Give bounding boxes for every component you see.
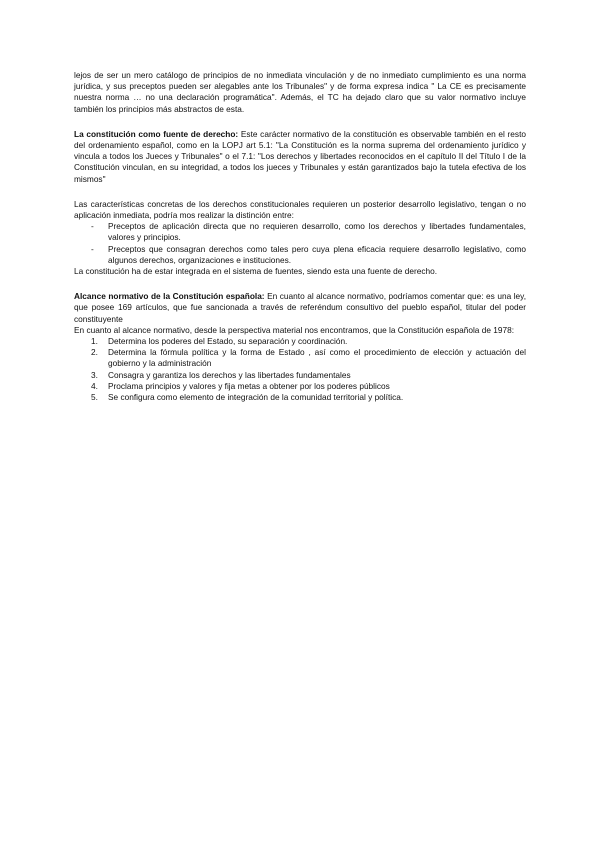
section-text: Este carácter normativo de la constitución es observable también en el resto del ordenamiento español, como en la LOPJ art 5.1: "La Constitución es la norma suprema del ordenamiento jurídico y vincula a todos los Jueces y Tribunales" o el 7.1: "Los derechos y libertades reconocidos en el capítulo II del Título I de la Constitución vinculan, en su integridad, a todos los jueces y Tribunales y están garantizados bajo la tutela efectiva de los mismos" (74, 128, 526, 184)
list-item (74, 381, 526, 392)
section-text: En cuanto al alcance normativo, podríamos comentar que: es una ley, que posee 169 artículos, que fue sancionada a través de referéndum consultivo del pueblo español, titular del poder constituyente (74, 291, 527, 324)
derechos-paragraph: Las características concretas de los derechos constitucionales requieren un posterior desarrollo legislativo, tengan o no aplicación inmediata, podría mos realizar la distinción entre: (74, 198, 526, 221)
fuentes-paragraph: La constitución ha de estar integrada en el sistema de fuentes, siendo esta una fuente de derecho. (74, 266, 438, 277)
section-heading: La constitución como fuente de derecho: (74, 128, 239, 139)
item-number: 1. (91, 336, 98, 347)
list-item-text: Determina la fórmula política y la forma de Estado , así como el procedimiento de elección y actuación del gobierno y la administración (108, 347, 526, 369)
document-body (74, 70, 526, 403)
intro-paragraph: lejos de ser un mero catálogo de principios de no inmediata vinculación y de no inmediato cumplimiento es una norma jurídica, y sus preceptos pueden ser alegables ante los Tribunales" y de forma expresa indica " La CE es precisamente nuestra norma … no una declaración programática". Además, el TC ha dejado claro que su valor normativo incluye también los principios más abstractos de esta. (74, 70, 526, 114)
list-item (74, 244, 526, 266)
dash-list (74, 221, 526, 266)
list-item (74, 392, 526, 403)
section-fuente-derecho (74, 129, 526, 185)
item-number: 2. (91, 347, 98, 358)
item-number: 5. (91, 392, 98, 403)
item-number: 4. (91, 380, 98, 391)
dash-mark: - (91, 243, 94, 254)
spacer (74, 277, 526, 291)
numbered-list (74, 336, 526, 403)
alcance-paragraph: En cuanto al alcance normativo, desde la perspectiva material nos encontramos, que la Constitución española de 1978: (74, 324, 515, 335)
spacer (74, 115, 526, 129)
list-item (74, 221, 526, 243)
list-item-text: Preceptos que consagran derechos como tales pero cuya plena eficacia requiere desarrollo legislativo, como algunos derechos, organizaciones e instituciones. (108, 243, 526, 265)
list-item-text: Consagra y garantiza los derechos y las libertades fundamentales (108, 369, 351, 380)
list-item-text: Determina los poderes del Estado, su separación y coordinación. (108, 336, 348, 347)
section-alcance-normativo (74, 291, 526, 325)
list-item-text: Se configura como elemento de integración de la comunidad territorial y política. (108, 392, 404, 403)
list-item-text: Proclama principios y valores y fija metas a obtener por los poderes públicos (108, 380, 390, 391)
spacer (74, 185, 526, 199)
list-item (74, 370, 526, 381)
dash-mark: - (91, 221, 94, 232)
item-number: 3. (91, 369, 98, 380)
list-item (74, 347, 526, 369)
list-item (74, 336, 526, 347)
section-heading: Alcance normativo de la Constitución española: (74, 291, 265, 302)
list-item-text: Preceptos de aplicación directa que no requieren desarrollo, como los derechos y libertades fundamentales, valores y principios. (108, 221, 526, 243)
